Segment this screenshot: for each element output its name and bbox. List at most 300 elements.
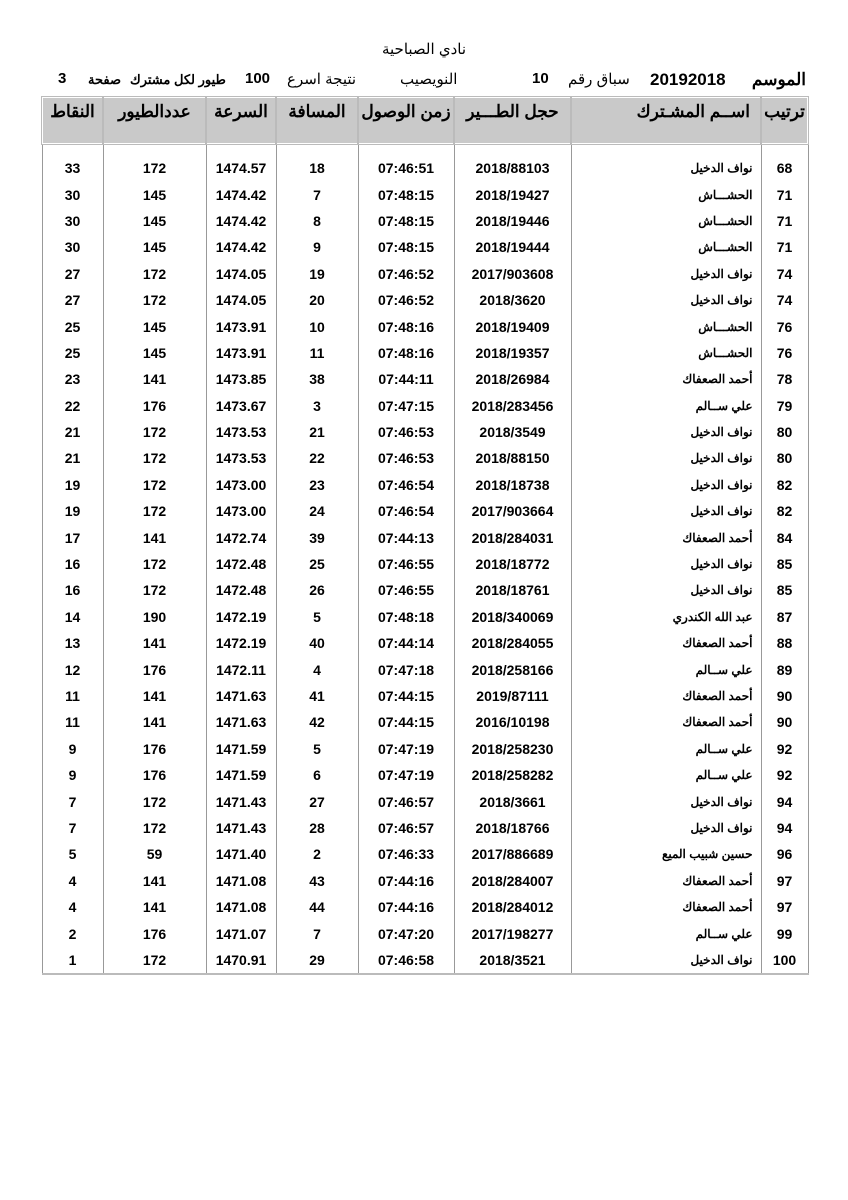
cell-speed: 1471.63 [206,683,276,709]
table-row [42,656,808,682]
table-row [42,472,808,498]
cell-birds-count: 172 [103,788,206,814]
table-row [42,208,808,234]
spacer-cell [276,144,358,155]
cell-points: 23 [42,366,103,392]
table-row [42,709,808,735]
cell-ring: 2018/3661 [454,788,571,814]
cell-distance: 24 [276,498,358,524]
fastest-value: 100 [245,70,271,87]
cell-speed: 1471.43 [206,788,276,814]
cell-ring: 2019/87111 [454,683,571,709]
cell-arrival-time: 07:46:53 [358,445,454,471]
cell-arrival-time: 07:44:11 [358,366,454,392]
cell-ring: 2018/3521 [454,947,571,974]
cell-ring: 2018/3620 [454,287,571,313]
cell-birds-count: 172 [103,261,206,287]
cell-ring: 2018/283456 [454,393,571,419]
cell-points: 30 [42,181,103,207]
cell-arrival-time: 07:46:58 [358,947,454,974]
cell-birds-count: 172 [103,419,206,445]
cell-ring: 2016/10198 [454,709,571,735]
cell-member-name: نواف الدخيل [571,472,761,498]
cell-speed: 1473.53 [206,445,276,471]
table-row [42,287,808,313]
table-row [42,577,808,603]
cell-rank: 71 [761,234,808,260]
cell-distance: 39 [276,524,358,550]
cell-distance: 7 [276,920,358,946]
cell-distance: 27 [276,788,358,814]
cell-distance: 26 [276,577,358,603]
cell-arrival-time: 07:47:15 [358,393,454,419]
cell-distance: 21 [276,419,358,445]
cell-rank: 79 [761,393,808,419]
per-member-label: طيور لكل مشترك [130,72,226,87]
cell-ring: 2017/903608 [454,261,571,287]
cell-points: 25 [42,340,103,366]
results-table [41,96,809,975]
col-arrival-time: زمن الوصول [358,97,454,144]
spacer-cell [761,144,808,155]
cell-distance: 7 [276,181,358,207]
cell-member-name: الحشـــاش [571,234,761,260]
cell-distance: 22 [276,445,358,471]
cell-distance: 9 [276,234,358,260]
cell-birds-count: 172 [103,287,206,313]
cell-speed: 1474.42 [206,208,276,234]
table-row [42,630,808,656]
cell-points: 30 [42,234,103,260]
cell-birds-count: 141 [103,868,206,894]
cell-arrival-time: 07:48:15 [358,181,454,207]
cell-distance: 43 [276,868,358,894]
cell-rank: 94 [761,788,808,814]
cell-rank: 85 [761,551,808,577]
cell-arrival-time: 07:46:51 [358,155,454,181]
cell-speed: 1473.91 [206,313,276,339]
cell-speed: 1473.53 [206,419,276,445]
cell-birds-count: 141 [103,683,206,709]
cell-arrival-time: 07:47:18 [358,656,454,682]
cell-birds-count: 190 [103,604,206,630]
cell-points: 14 [42,604,103,630]
season-value: 20192018 [650,70,726,89]
cell-member-name: نواف الدخيل [571,577,761,603]
cell-speed: 1473.67 [206,393,276,419]
cell-arrival-time: 07:47:19 [358,736,454,762]
table-row [42,181,808,207]
cell-member-name: أحمد الصعفاك [571,894,761,920]
race-name: النويصيب [400,71,458,88]
cell-rank: 80 [761,419,808,445]
table-row [42,736,808,762]
spacer-cell [206,144,276,155]
spacer-cell [103,144,206,155]
cell-birds-count: 172 [103,815,206,841]
cell-points: 25 [42,313,103,339]
cell-ring: 2017/886689 [454,841,571,867]
cell-member-name: نواف الدخيل [571,947,761,974]
col-speed: السرعة [206,97,276,144]
cell-member-name: الحشـــاش [571,181,761,207]
cell-arrival-time: 07:47:20 [358,920,454,946]
cell-distance: 40 [276,630,358,656]
table-row [42,762,808,788]
cell-member-name: الحشـــاش [571,340,761,366]
cell-points: 16 [42,577,103,603]
cell-birds-count: 176 [103,762,206,788]
cell-points: 5 [42,841,103,867]
table-row [42,445,808,471]
cell-birds-count: 145 [103,340,206,366]
cell-birds-count: 145 [103,208,206,234]
cell-ring: 2018/88103 [454,155,571,181]
cell-speed: 1472.48 [206,551,276,577]
cell-rank: 88 [761,630,808,656]
cell-ring: 2018/340069 [454,604,571,630]
cell-ring: 2018/284031 [454,524,571,550]
cell-ring: 2018/88150 [454,445,571,471]
cell-ring: 2017/198277 [454,920,571,946]
cell-ring: 2018/19409 [454,313,571,339]
cell-distance: 42 [276,709,358,735]
cell-distance: 23 [276,472,358,498]
cell-speed: 1471.07 [206,920,276,946]
cell-birds-count: 141 [103,630,206,656]
cell-birds-count: 176 [103,736,206,762]
cell-arrival-time: 07:46:33 [358,841,454,867]
cell-birds-count: 176 [103,393,206,419]
cell-birds-count: 172 [103,472,206,498]
cell-distance: 29 [276,947,358,974]
table-row [42,313,808,339]
cell-points: 9 [42,736,103,762]
cell-arrival-time: 07:44:13 [358,524,454,550]
cell-rank: 94 [761,815,808,841]
cell-rank: 97 [761,868,808,894]
cell-rank: 76 [761,313,808,339]
cell-arrival-time: 07:48:15 [358,234,454,260]
table-row [42,393,808,419]
table-row [42,551,808,577]
cell-arrival-time: 07:46:55 [358,551,454,577]
cell-points: 13 [42,630,103,656]
cell-distance: 4 [276,656,358,682]
cell-points: 9 [42,762,103,788]
cell-ring: 2018/18766 [454,815,571,841]
cell-speed: 1472.74 [206,524,276,550]
table-row [42,155,808,181]
cell-rank: 82 [761,498,808,524]
cell-points: 27 [42,261,103,287]
cell-points: 16 [42,551,103,577]
cell-points: 1 [42,947,103,974]
cell-member-name: علي ســالم [571,736,761,762]
cell-speed: 1473.91 [206,340,276,366]
cell-ring: 2018/18738 [454,472,571,498]
cell-speed: 1471.59 [206,762,276,788]
cell-speed: 1471.40 [206,841,276,867]
cell-member-name: علي ســالم [571,393,761,419]
cell-birds-count: 141 [103,894,206,920]
col-birds-count: عددالطيور [103,97,206,144]
cell-distance: 11 [276,340,358,366]
cell-member-name: علي ســالم [571,920,761,946]
table-row [42,340,808,366]
cell-rank: 82 [761,472,808,498]
cell-points: 21 [42,419,103,445]
cell-speed: 1472.48 [206,577,276,603]
cell-ring: 2018/258230 [454,736,571,762]
cell-distance: 10 [276,313,358,339]
cell-arrival-time: 07:46:57 [358,788,454,814]
cell-member-name: أحمد الصعفاك [571,366,761,392]
cell-member-name: أحمد الصعفاك [571,709,761,735]
cell-speed: 1473.00 [206,472,276,498]
fastest-label: نتيجة اسرع [287,71,357,88]
cell-member-name: نواف الدخيل [571,419,761,445]
cell-arrival-time: 07:46:54 [358,472,454,498]
cell-speed: 1473.00 [206,498,276,524]
cell-birds-count: 145 [103,234,206,260]
cell-rank: 78 [761,366,808,392]
cell-points: 12 [42,656,103,682]
cell-member-name: أحمد الصعفاك [571,868,761,894]
cell-speed: 1471.43 [206,815,276,841]
table-row [42,498,808,524]
cell-arrival-time: 07:46:52 [358,287,454,313]
cell-points: 7 [42,788,103,814]
cell-speed: 1471.63 [206,709,276,735]
cell-distance: 19 [276,261,358,287]
cell-ring: 2018/284012 [454,894,571,920]
col-member-name: اســم المشـترك [571,97,761,144]
cell-ring: 2018/26984 [454,366,571,392]
cell-speed: 1472.19 [206,630,276,656]
cell-rank: 80 [761,445,808,471]
cell-speed: 1472.19 [206,604,276,630]
cell-birds-count: 141 [103,709,206,735]
cell-ring: 2018/18772 [454,551,571,577]
season-label: الموسم [751,70,806,89]
cell-member-name: نواف الدخيل [571,498,761,524]
cell-speed: 1470.91 [206,947,276,974]
page-label: صفحة [88,72,121,87]
cell-distance: 18 [276,155,358,181]
cell-distance: 28 [276,815,358,841]
cell-points: 33 [42,155,103,181]
cell-arrival-time: 07:48:15 [358,208,454,234]
cell-distance: 38 [276,366,358,392]
cell-member-name: نواف الدخيل [571,551,761,577]
table-row [42,261,808,287]
cell-member-name: حسين شبيب الميع [571,841,761,867]
cell-birds-count: 145 [103,181,206,207]
cell-rank: 92 [761,736,808,762]
cell-birds-count: 172 [103,577,206,603]
cell-birds-count: 172 [103,947,206,974]
table-row [42,868,808,894]
cell-member-name: نواف الدخيل [571,815,761,841]
cell-points: 30 [42,208,103,234]
cell-ring: 2018/3549 [454,419,571,445]
cell-rank: 71 [761,181,808,207]
cell-member-name: عبد الله الكندري [571,604,761,630]
cell-ring: 2018/18761 [454,577,571,603]
cell-distance: 5 [276,604,358,630]
cell-arrival-time: 07:44:14 [358,630,454,656]
cell-member-name: نواف الدخيل [571,155,761,181]
cell-distance: 8 [276,208,358,234]
race-number: 10 [532,70,549,87]
cell-ring: 2018/19444 [454,234,571,260]
cell-birds-count: 172 [103,155,206,181]
cell-rank: 68 [761,155,808,181]
cell-distance: 41 [276,683,358,709]
club-title: نادي الصباحية [381,41,467,58]
cell-birds-count: 172 [103,551,206,577]
cell-speed: 1474.05 [206,287,276,313]
table-row [42,604,808,630]
cell-arrival-time: 07:46:55 [358,577,454,603]
table-row [42,524,808,550]
cell-member-name: الحشـــاش [571,313,761,339]
cell-arrival-time: 07:48:16 [358,313,454,339]
cell-points: 17 [42,524,103,550]
cell-rank: 100 [761,947,808,974]
cell-birds-count: 141 [103,524,206,550]
col-distance: المسافة [276,97,358,144]
spacer-cell [571,144,761,155]
cell-speed: 1472.11 [206,656,276,682]
cell-rank: 92 [761,762,808,788]
cell-points: 22 [42,393,103,419]
cell-points: 4 [42,894,103,920]
table-row [42,788,808,814]
cell-speed: 1471.59 [206,736,276,762]
cell-rank: 99 [761,920,808,946]
cell-rank: 85 [761,577,808,603]
table-row [42,815,808,841]
cell-member-name: أحمد الصعفاك [571,683,761,709]
cell-member-name: نواف الدخيل [571,445,761,471]
cell-distance: 20 [276,287,358,313]
cell-speed: 1474.05 [206,261,276,287]
cell-rank: 76 [761,340,808,366]
cell-rank: 90 [761,709,808,735]
race-label: سباق رقم [568,71,630,88]
cell-ring: 2018/258282 [454,762,571,788]
cell-ring: 2018/19427 [454,181,571,207]
cell-birds-count: 172 [103,498,206,524]
cell-distance: 25 [276,551,358,577]
cell-birds-count: 176 [103,656,206,682]
cell-arrival-time: 07:44:15 [358,683,454,709]
cell-points: 19 [42,498,103,524]
cell-birds-count: 59 [103,841,206,867]
cell-arrival-time: 07:46:52 [358,261,454,287]
cell-birds-count: 172 [103,445,206,471]
cell-rank: 74 [761,287,808,313]
cell-member-name: نواف الدخيل [571,287,761,313]
cell-rank: 84 [761,524,808,550]
cell-points: 11 [42,709,103,735]
cell-rank: 90 [761,683,808,709]
cell-arrival-time: 07:48:16 [358,340,454,366]
cell-arrival-time: 07:46:53 [358,419,454,445]
cell-speed: 1474.42 [206,234,276,260]
table-row [42,920,808,946]
header-row [42,97,808,144]
cell-ring: 2018/284007 [454,868,571,894]
cell-arrival-time: 07:44:16 [358,868,454,894]
cell-birds-count: 145 [103,313,206,339]
cell-distance: 3 [276,393,358,419]
cell-member-name: الحشـــاش [571,208,761,234]
spacer-row [42,144,808,155]
cell-distance: 5 [276,736,358,762]
cell-ring: 2018/258166 [454,656,571,682]
cell-member-name: نواف الدخيل [571,788,761,814]
cell-points: 11 [42,683,103,709]
col-rank: ترتيب [761,97,808,144]
cell-points: 7 [42,815,103,841]
table-row [42,841,808,867]
table-row [42,894,808,920]
cell-arrival-time: 07:48:18 [358,604,454,630]
cell-points: 4 [42,868,103,894]
cell-ring: 2017/903664 [454,498,571,524]
page-number: 3 [58,70,67,87]
col-ring: حجل الطـــير [454,97,571,144]
spacer-cell [358,144,454,155]
spacer-cell [42,144,103,155]
cell-rank: 74 [761,261,808,287]
spacer-cell [454,144,571,155]
cell-ring: 2018/19446 [454,208,571,234]
cell-member-name: نواف الدخيل [571,261,761,287]
cell-member-name: أحمد الصعفاك [571,630,761,656]
cell-rank: 89 [761,656,808,682]
cell-distance: 2 [276,841,358,867]
cell-member-name: علي ســالم [571,762,761,788]
cell-ring: 2018/19357 [454,340,571,366]
cell-points: 19 [42,472,103,498]
cell-ring: 2018/284055 [454,630,571,656]
table-row [42,419,808,445]
cell-arrival-time: 07:44:15 [358,709,454,735]
table-row [42,366,808,392]
cell-birds-count: 176 [103,920,206,946]
cell-birds-count: 141 [103,366,206,392]
table-row [42,947,808,974]
cell-member-name: أحمد الصعفاك [571,524,761,550]
cell-distance: 44 [276,894,358,920]
cell-points: 21 [42,445,103,471]
cell-points: 27 [42,287,103,313]
cell-speed: 1473.85 [206,366,276,392]
cell-speed: 1474.42 [206,181,276,207]
table-row [42,234,808,260]
table-row [42,683,808,709]
cell-rank: 96 [761,841,808,867]
cell-speed: 1474.57 [206,155,276,181]
cell-arrival-time: 07:46:57 [358,815,454,841]
col-points: النقاط [42,97,103,144]
cell-rank: 87 [761,604,808,630]
cell-arrival-time: 07:47:19 [358,762,454,788]
